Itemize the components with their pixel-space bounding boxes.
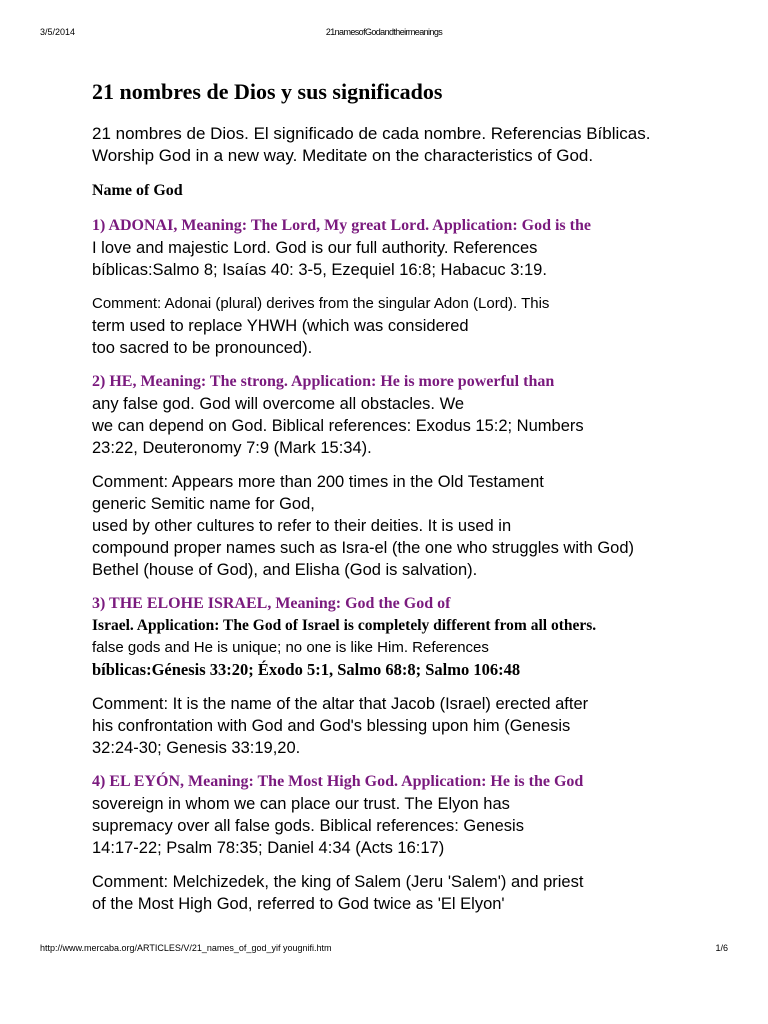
- comment-he: [92, 471, 732, 581]
- comment-line: Comment: Melchizedek, the king of Salem (Jeru 'Salem') and priest: [92, 873, 584, 891]
- entry-line: bíblicas:Salmo 8; Isaías 40: 3-5, Ezequiel 16:8; Habacuc 3:19.: [92, 261, 547, 279]
- comment-line: term used to replace YHWH (which was considered: [92, 317, 469, 335]
- document-body: [92, 78, 732, 927]
- entry-line: 14:17-22; Psalm 78:35; Daniel 4:34 (Acts 16:17): [92, 839, 445, 857]
- entry-line: false gods and He is unique; no one is like Him. References: [92, 639, 489, 656]
- entry-line: I love and majestic Lord. God is our full authority. References: [92, 239, 538, 257]
- comment-line: used by other cultures to refer to their deities. It is used in: [92, 517, 512, 535]
- comment-line: his confrontation with God and God's blessing upon him (Genesis: [92, 717, 571, 735]
- entry-line: bíblicas:Génesis 33:20; Éxodo 5:1, Salmo 68:8; Salmo 106:48: [92, 660, 521, 679]
- page-number: 1/6: [715, 943, 728, 953]
- comment-line: Comment: Appears more than 200 times in the Old Testament: [92, 473, 544, 491]
- comment-line: Comment: Adonai (plural) derives from the singular Adon (Lord). This: [92, 295, 550, 312]
- comment-line: Comment: It is the name of the altar that Jacob (Israel) erected after: [92, 695, 589, 713]
- section-heading: Name of God: [92, 182, 183, 199]
- entry-line: supremacy over all false gods. Biblical references: Genesis: [92, 817, 524, 835]
- comment-elohe-israel: [92, 693, 732, 759]
- comment-adonai: [92, 293, 732, 359]
- entry-line: sovereign in whom we can place our trust. The Elyon has: [92, 795, 510, 813]
- intro-line: 21 nombres de Dios. El significado de cada nombre. Referencias Bíblicas.: [92, 124, 651, 143]
- page-header: [0, 27, 768, 41]
- entry-heading: 4) EL EYÓN, Meaning: The Most High God. Application: He is the God: [92, 773, 584, 790]
- comment-el-elyon: [92, 871, 732, 915]
- comment-line: generic Semitic name for God,: [92, 495, 315, 513]
- entry-he: [92, 371, 732, 459]
- print-title: 21namesofGodandtheirmeanings: [325, 27, 443, 37]
- print-date: 3/5/2014: [40, 27, 76, 37]
- entry-heading: 1) ADONAI, Meaning: The Lord, My great Lord. Application: God is the: [92, 217, 591, 234]
- source-url[interactable]: http://www.mercaba.org/ARTICLES/V/21_names_of_god_yif yougnifi.htm: [40, 943, 332, 953]
- comment-line: compound proper names such as Isra-el (the one who struggles with God): [92, 539, 635, 557]
- document-title: 21 nombres de Dios y sus significados: [92, 79, 443, 104]
- intro-paragraph: [92, 123, 732, 167]
- entry-heading: 3) THE ELOHE ISRAEL, Meaning: God the God of: [92, 595, 451, 612]
- entry-el-elyon: [92, 771, 732, 859]
- entry-line: any false god. God will overcome all obstacles. We: [92, 395, 465, 413]
- entry-elohe-israel: [92, 593, 732, 681]
- entry-line: we can depend on God. Biblical references: Exodus 15:2; Numbers: [92, 417, 584, 435]
- comment-line: of the Most High God, referred to God twice as 'El Elyon': [92, 895, 505, 913]
- comment-line: Bethel (house of God), and Elisha (God is salvation).: [92, 561, 478, 579]
- entry-line: Israel. Application: The God of Israel is completely different from all others.: [92, 617, 597, 634]
- comment-line: too sacred to be pronounced).: [92, 339, 313, 357]
- intro-line: Worship God in a new way. Meditate on the characteristics of God.: [92, 146, 594, 165]
- comment-line: 32:24-30; Genesis 33:19,20.: [92, 739, 301, 757]
- entry-heading: 2) HE, Meaning: The strong. Application: He is more powerful than: [92, 373, 555, 390]
- entry-adonai: [92, 215, 732, 281]
- entry-line: 23:22, Deuteronomy 7:9 (Mark 15:34).: [92, 439, 372, 457]
